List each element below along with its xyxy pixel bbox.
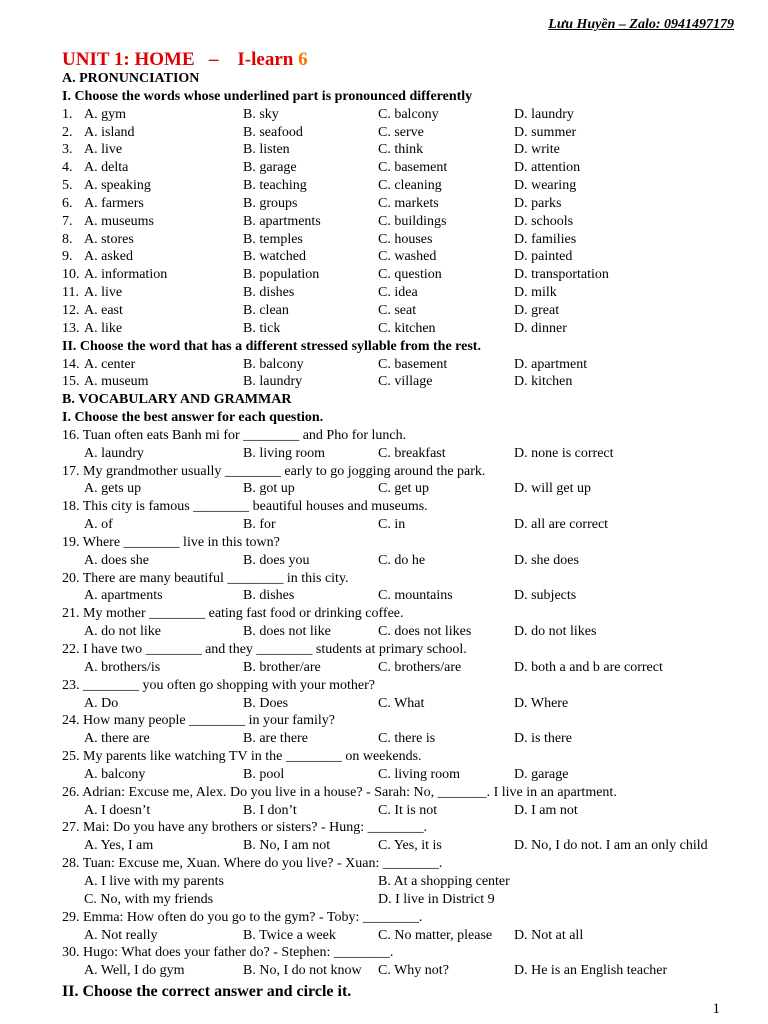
option-a[interactable]: A. balcony <box>84 766 146 782</box>
section-heading: A. PRONUNCIATION <box>62 71 200 86</box>
question-item <box>62 677 752 713</box>
option-d[interactable]: D. summer <box>514 124 577 140</box>
question-text: 23. ________ you often go shopping with your mother? <box>62 677 376 693</box>
option-c[interactable]: C. What <box>378 695 425 711</box>
option-c[interactable]: C. balcony <box>378 106 439 122</box>
unit-title: UNIT 1: HOME – I-learn 6 <box>62 49 308 70</box>
page-number: 1 <box>712 1001 720 1017</box>
option-a[interactable]: A. of <box>84 517 113 533</box>
item-number: 7. <box>62 213 73 229</box>
option-row <box>62 320 752 338</box>
option-row <box>62 177 752 195</box>
option-a[interactable]: A. farmers <box>84 195 144 211</box>
option-c[interactable]: C. buildings <box>378 213 447 229</box>
option-c[interactable]: C. basement <box>378 160 448 176</box>
stress-list <box>62 356 752 392</box>
option-d[interactable]: D. laundry <box>514 106 574 122</box>
question-item <box>62 819 752 855</box>
question-text: 20. There are many beautiful ________ in this city. <box>62 570 349 586</box>
option-a[interactable]: A. I live with my parents <box>84 873 224 889</box>
option-c[interactable]: C. in <box>378 517 406 533</box>
option-row <box>62 356 752 374</box>
option-a[interactable]: A. I doesn’t <box>84 802 151 818</box>
option-c[interactable]: C. brothers/are <box>378 659 462 675</box>
option-a[interactable]: A. Do <box>84 695 119 711</box>
question-list <box>62 427 752 855</box>
option-row <box>62 623 752 641</box>
option-a[interactable]: A. stores <box>84 231 134 247</box>
question-text: 30. Hugo: What does your father do? - Stephen: ________. <box>62 945 394 961</box>
option-d[interactable]: D. schools <box>514 213 574 229</box>
option-row <box>62 587 752 605</box>
question-text: 17. My grandmother usually ________ early to go jogging around the park. <box>62 463 486 479</box>
option-c[interactable]: C. get up <box>378 481 429 497</box>
option-d[interactable]: D. painted <box>514 249 573 265</box>
grade-number: 6 <box>298 49 308 70</box>
question-item <box>62 534 752 570</box>
option-b[interactable]: B. dishes <box>243 588 295 604</box>
option-b[interactable]: B. dishes <box>243 285 295 301</box>
option-c[interactable]: C. question <box>378 267 442 283</box>
option-row <box>62 302 752 320</box>
item-number: 2. <box>62 124 73 140</box>
option-b[interactable]: B. for <box>243 517 276 533</box>
option-d[interactable]: D. attention <box>514 160 581 176</box>
option-d[interactable]: D. subjects <box>514 588 577 604</box>
option-d[interactable]: D. I am not <box>514 802 578 818</box>
option-row <box>62 445 752 463</box>
option-b[interactable]: B. listen <box>243 142 290 158</box>
option-a[interactable]: A. asked <box>84 249 133 265</box>
option-row <box>62 124 752 142</box>
option-b[interactable]: B. I don’t <box>243 802 297 818</box>
item-number: 14. <box>62 356 80 372</box>
option-row <box>62 802 752 820</box>
pronunciation-list <box>62 106 752 338</box>
option-b[interactable]: B. groups <box>243 195 298 211</box>
question-item <box>62 944 752 980</box>
item-number: 13. <box>62 320 80 336</box>
option-a[interactable]: A. live <box>84 142 123 158</box>
option-a[interactable]: A. east <box>84 302 123 318</box>
question-text: 25. My parents like watching TV in the ________ on weekends. <box>62 749 422 765</box>
option-b[interactable]: B. pool <box>243 766 285 782</box>
item-number: 10. <box>62 267 80 283</box>
option-row <box>62 284 752 302</box>
option-b[interactable]: B. Twice a week <box>243 927 336 943</box>
question-text: 27. Mai: Do you have any brothers or sisters? - Hung: ________. <box>62 820 428 836</box>
option-row <box>62 730 752 748</box>
option-a[interactable]: A. do not like <box>84 624 161 640</box>
question-text: 16. Tuan often eats Banh mi for ________ and Pho for lunch. <box>62 427 407 443</box>
option-row <box>62 516 752 534</box>
question-item <box>62 570 752 606</box>
option-a[interactable]: A. museum <box>84 374 149 390</box>
question-text: 29. Emma: How often do you go to the gym? - Toby: ________. <box>62 909 423 925</box>
option-c[interactable]: C. Yes, it is <box>378 838 442 854</box>
option-b[interactable]: B. seafood <box>243 124 303 140</box>
option-row <box>62 695 752 713</box>
question-item <box>62 855 752 909</box>
option-a[interactable]: A. center <box>84 356 136 372</box>
option-a[interactable]: A. there are <box>84 731 150 747</box>
option-c[interactable]: C. No matter, please <box>378 927 493 943</box>
item-number: 5. <box>62 178 73 194</box>
option-d[interactable]: D. families <box>514 231 577 247</box>
part-heading-large: II. Choose the correct answer and circle it. <box>62 983 352 1000</box>
option-row <box>62 927 752 945</box>
question-item <box>62 784 752 820</box>
option-row <box>62 159 752 177</box>
question-item <box>62 748 752 784</box>
option-d[interactable]: D. milk <box>514 285 557 301</box>
option-d[interactable]: D. is there <box>514 731 572 747</box>
question-text: 24. How many people ________ in your family? <box>62 713 335 729</box>
option-d[interactable]: D. write <box>514 142 560 158</box>
option-c[interactable]: C. there is <box>378 731 436 747</box>
question-item <box>62 498 752 534</box>
option-b[interactable]: B. No, I do not know <box>243 963 362 979</box>
option-a[interactable]: A. delta <box>84 160 129 176</box>
option-b[interactable]: B. are there <box>243 731 308 747</box>
option-c[interactable]: C. washed <box>378 249 437 265</box>
question-item <box>62 605 752 641</box>
option-a[interactable]: A. speaking <box>84 178 151 194</box>
worksheet-content <box>62 70 752 980</box>
option-row <box>62 766 752 784</box>
item-number: 6. <box>62 195 73 211</box>
option-d[interactable]: D. all are correct <box>514 517 609 533</box>
option-row <box>62 837 752 855</box>
option-row <box>62 106 752 124</box>
option-d[interactable]: D. I live in District 9 <box>378 891 495 907</box>
option-row <box>62 480 752 498</box>
option-c[interactable]: C. mountains <box>378 588 453 604</box>
option-row <box>62 248 752 266</box>
option-row <box>62 962 752 980</box>
option-d[interactable]: D. she does <box>514 552 579 568</box>
item-number: 1. <box>62 106 73 122</box>
question-item <box>62 712 752 748</box>
option-b[interactable]: B. tick <box>243 320 281 336</box>
option-b[interactable]: B. got up <box>243 481 295 497</box>
option-d[interactable]: D. He is an English teacher <box>514 963 668 979</box>
option-b[interactable]: B. temples <box>243 231 303 247</box>
part-heading: II. Choose the word that has a different stressed syllable from the rest. <box>62 338 481 354</box>
option-d[interactable]: D. both a and b are correct <box>514 659 663 675</box>
item-number: 4. <box>62 160 73 176</box>
item-number: 12. <box>62 302 80 318</box>
option-a[interactable]: A. gym <box>84 106 126 122</box>
question-item <box>62 427 752 463</box>
option-c[interactable]: C. does not likes <box>378 624 472 640</box>
part-heading: I. Choose the best answer for each question. <box>62 410 324 426</box>
option-c[interactable]: C. living room <box>378 766 461 782</box>
option-b[interactable]: B. clean <box>243 302 289 318</box>
option-a[interactable]: A. live <box>84 285 123 301</box>
option-c[interactable]: C. serve <box>378 124 424 140</box>
option-c[interactable]: C. village <box>378 374 433 390</box>
option-c[interactable]: C. It is not <box>378 802 438 818</box>
option-c[interactable]: C. seat <box>378 302 417 318</box>
option-row <box>62 266 752 284</box>
option-row <box>62 231 752 249</box>
option-a[interactable]: A. brothers/is <box>84 659 161 675</box>
option-c[interactable]: C. No, with my friends <box>84 891 214 907</box>
option-b[interactable]: B. garage <box>243 160 297 176</box>
option-row <box>62 552 752 570</box>
option-b[interactable]: B. At a shopping center <box>378 873 510 889</box>
question-text: 18. This city is famous ________ beautiful houses and museums. <box>62 499 428 515</box>
option-c[interactable]: C. do he <box>378 552 426 568</box>
option-a[interactable]: A. museums <box>84 213 154 229</box>
option-d[interactable]: D. Not at all <box>514 927 584 943</box>
option-b[interactable]: B. balcony <box>243 356 304 372</box>
option-b[interactable]: B. Does <box>243 695 289 711</box>
option-row <box>62 891 752 909</box>
option-row <box>62 213 752 231</box>
item-number: 3. <box>62 142 73 158</box>
option-d[interactable]: D. kitchen <box>514 374 573 390</box>
option-c[interactable]: C. cleaning <box>378 178 442 194</box>
option-a[interactable]: A. like <box>84 320 123 336</box>
option-a[interactable]: A. island <box>84 124 135 140</box>
option-c[interactable]: C. kitchen <box>378 320 436 336</box>
option-c[interactable]: C. Why not? <box>378 963 449 979</box>
question-list <box>62 909 752 980</box>
question-text: 19. Where ________ live in this town? <box>62 534 280 550</box>
option-row <box>62 141 752 159</box>
option-a[interactable]: A. gets up <box>84 481 142 497</box>
part-heading: I. Choose the words whose underlined part is pronounced differently <box>62 88 473 104</box>
section-heading: B. VOCABULARY AND GRAMMAR <box>62 392 292 408</box>
option-d[interactable]: D. will get up <box>514 481 591 497</box>
option-a[interactable]: A. information <box>84 267 168 283</box>
question-text: 22. I have two ________ and they ________ students at primary school. <box>62 642 467 657</box>
option-a[interactable]: A. Well, I do gym <box>84 963 185 979</box>
option-d[interactable]: D. transportation <box>514 267 609 283</box>
option-d[interactable]: D. great <box>514 302 560 318</box>
option-c[interactable]: C. basement <box>378 356 448 372</box>
question-text: 21. My mother ________ eating fast food or drinking coffee. <box>62 606 404 622</box>
option-d[interactable]: D. none is correct <box>514 445 614 461</box>
option-d[interactable]: D. parks <box>514 195 562 211</box>
option-b[interactable]: B. No, I am not <box>243 838 331 854</box>
option-c[interactable]: C. houses <box>378 231 433 247</box>
option-b[interactable]: B. apartments <box>243 213 321 229</box>
option-b[interactable]: B. watched <box>243 249 306 265</box>
option-a[interactable]: A. Yes, I am <box>84 838 154 854</box>
question-text: 26. Adrian: Excuse me, Alex. Do you live in a house? - Sarah: No, _______. I live in an apartment. <box>62 784 617 800</box>
option-c[interactable]: C. markets <box>378 195 439 211</box>
option-b[interactable]: B. does you <box>243 552 310 568</box>
option-b[interactable]: B. does not like <box>243 624 331 640</box>
question-text: 28. Tuan: Excuse me, Xuan. Where do you live? - Xuan: ________. <box>62 856 443 872</box>
option-b[interactable]: B. brother/are <box>243 659 321 675</box>
item-number: 9. <box>62 249 73 265</box>
option-d[interactable]: D. apartment <box>514 356 588 372</box>
item-number: 11. <box>62 285 79 301</box>
option-a[interactable]: A. Not really <box>84 927 158 943</box>
option-c[interactable]: C. think <box>378 142 424 158</box>
question-item <box>62 641 752 677</box>
question-item <box>62 463 752 499</box>
option-b[interactable]: B. teaching <box>243 178 307 194</box>
option-c[interactable]: C. idea <box>378 285 418 301</box>
option-d[interactable]: D. Where <box>514 695 569 711</box>
option-b[interactable]: B. population <box>243 267 320 283</box>
option-d[interactable]: D. garage <box>514 766 569 782</box>
author-header: Lưu Huyền – Zalo: 0941497179 <box>548 17 734 32</box>
item-number: 15. <box>62 374 80 390</box>
question-item <box>62 909 752 945</box>
option-d[interactable]: D. dinner <box>514 320 567 336</box>
option-a[interactable]: A. does she <box>84 552 149 568</box>
option-b[interactable]: B. sky <box>243 106 279 122</box>
option-b[interactable]: B. living room <box>243 445 326 461</box>
option-a[interactable]: A. laundry <box>84 445 144 461</box>
option-row <box>62 659 752 677</box>
option-row <box>62 195 752 213</box>
item-number: 8. <box>62 231 73 247</box>
option-a[interactable]: A. apartments <box>84 588 163 604</box>
option-row <box>62 873 752 891</box>
option-b[interactable]: B. laundry <box>243 374 303 390</box>
option-d[interactable]: D. No, I do not. I am an only child <box>514 838 708 854</box>
option-d[interactable]: D. do not likes <box>514 624 597 640</box>
option-row <box>62 373 752 391</box>
option-c[interactable]: C. breakfast <box>378 445 446 461</box>
option-d[interactable]: D. wearing <box>514 178 577 194</box>
